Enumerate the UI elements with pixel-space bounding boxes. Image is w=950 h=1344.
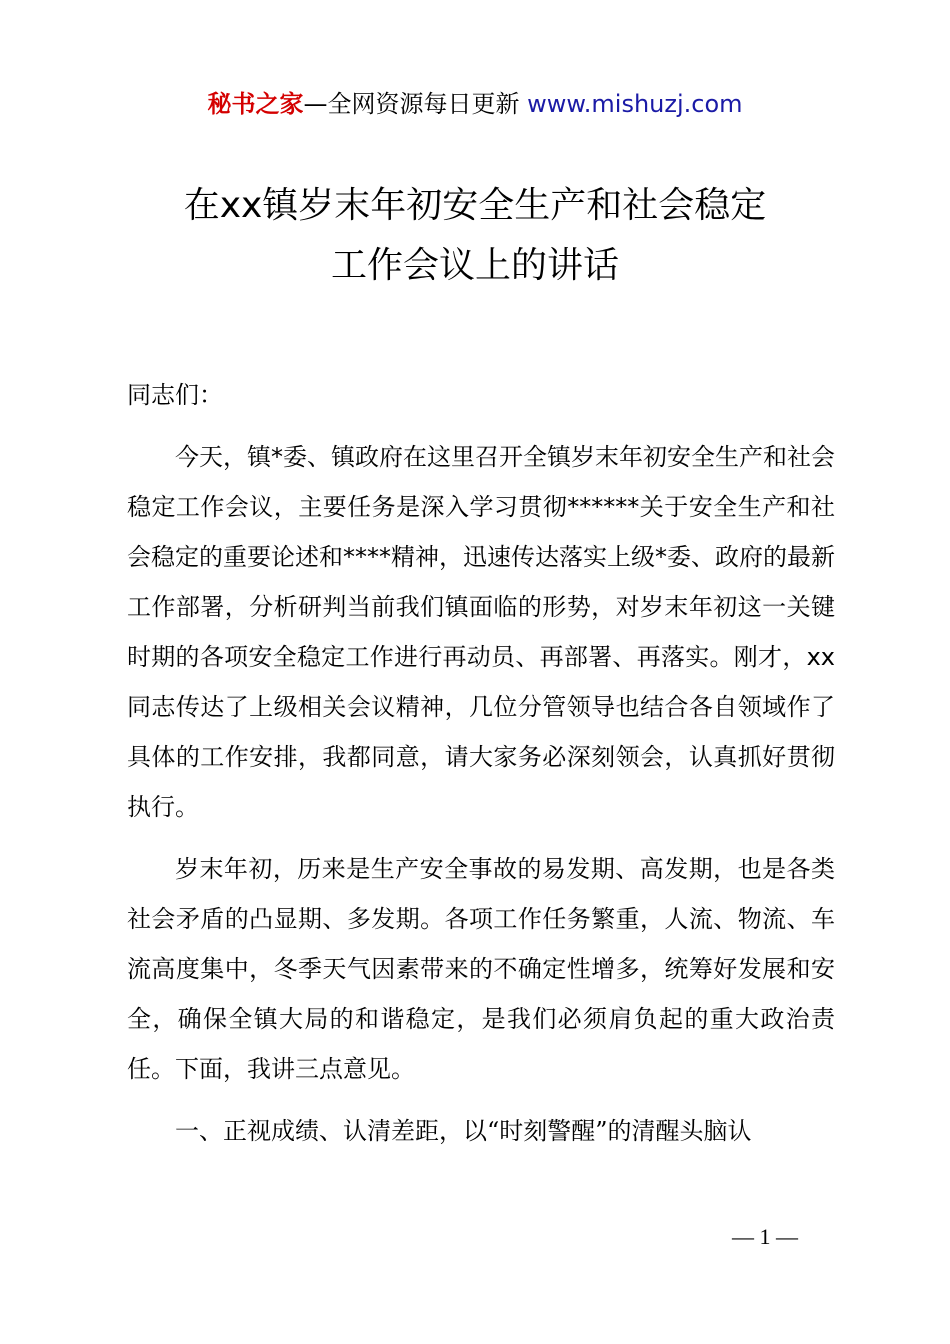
page-number: — 1 — <box>732 1224 798 1249</box>
site-brand: 秘书之家 <box>207 90 304 118</box>
section-heading-1: 一、正视成绩、认清差距，以“时刻警醒”的清醒头脑认 <box>175 1117 752 1145</box>
document-body <box>127 370 835 1168</box>
site-tagline: —全网资源每日更新 <box>303 90 520 118</box>
salutation: 同志们： <box>127 381 223 409</box>
title-line-1: 在xx镇岁末年初安全生产和社会稳定 <box>183 185 767 226</box>
document-title <box>0 176 950 296</box>
site-header <box>0 86 950 122</box>
paragraph-opening: 今天，镇*委、镇政府在这里召开全镇岁末年初安全生产和社会稳定工作会议，主要任务是深入学习贯彻******关于安全生产和社会稳定的重要论述和****精神，迅速传达落实上级*委、政府的最新工作部署，分析研判当前我们镇面临的形势，对岁末年初这一关键时期的各项安全稳定工作进行再动员、再部署、再落实。刚才，xx同志传达了上级相关会议精神，几位分管领导也结合各自领域作了具体的工作安排，我都同意，请大家务必深刻领会，认真抓好贯彻执行。 <box>127 443 835 821</box>
paragraph-situation: 岁末年初，历来是生产安全事故的易发期、高发期，也是各类社会矛盾的凸显期、多发期。各项工作任务繁重，人流、物流、车流高度集中，冬季天气因素带来的不确定性增多，统筹好发展和安全，确保全镇大局的和谐稳定，是我们必须肩负起的重大政治责任。下面，我讲三点意见。 <box>127 855 835 1083</box>
title-line-2: 工作会议上的讲话 <box>330 245 619 286</box>
site-url-link[interactable]: www.mishuzj.com <box>527 90 743 118</box>
